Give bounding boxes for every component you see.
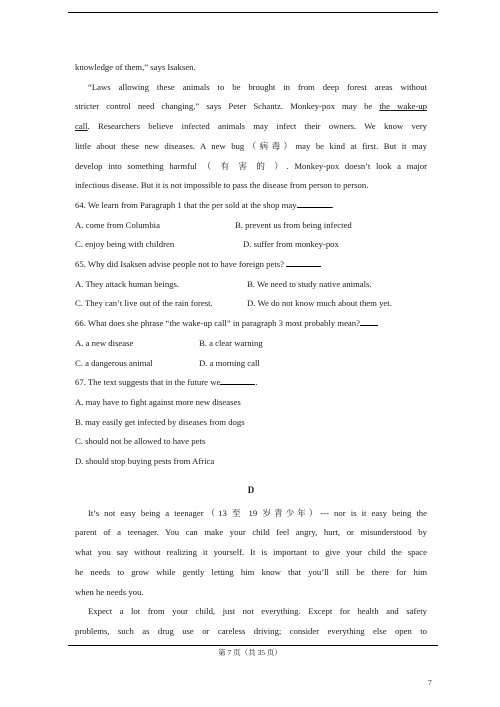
paragraph-line: little about these new diseases. A new bug（病毒）may be kind at first. But it may (75, 140, 427, 151)
option-c: C. a dangerous animal (75, 357, 153, 368)
answer-blank (360, 316, 378, 326)
footer-rule (68, 645, 438, 646)
question-text: 64. We learn from Paragraph 1 that the per sold at the shop may (75, 199, 297, 210)
paragraph-line: develop into something harmful （ 有 害 的 ）. Monkey-pox doesn’t look a major (75, 160, 427, 171)
paragraph-line: what you say without realizing it yourself. It is important to give your child the space (75, 547, 427, 558)
option-row (75, 294, 427, 314)
underlined-term: call (75, 121, 88, 132)
option-d: D. We do not know much about them yet. (247, 298, 392, 309)
option-a: A. come from Columbia (75, 219, 160, 230)
text-span: . Researchers believe infected animals may infect their owners. We know very (87, 121, 427, 132)
option-row (75, 275, 427, 295)
question-stem: 64. We learn from Paragraph 1 that the per sold at the shop may . (75, 199, 334, 210)
paragraph-line: he needs to grow while gently letting him know that you’ll still be there for him (75, 566, 427, 577)
question-stem (75, 255, 427, 275)
option-b: B. prevent us from being infected (235, 219, 352, 230)
paragraph-line: “Laws allowing these animals to be brought in from deep forest areas without (88, 81, 427, 92)
option-row (75, 354, 427, 374)
paragraph-line (75, 97, 427, 117)
option-b: B. a clear warning (199, 337, 263, 348)
page-number: 7 (428, 678, 432, 687)
paragraph-line: Expect a lot from your child, just not everything. Except for health and safety (88, 606, 427, 617)
paragraph-line: knowledge of them,” says Isaksen. (75, 62, 196, 72)
section-title: D (247, 484, 255, 495)
option-b: B. may easily get infected by diseases from dogs (75, 416, 245, 427)
question-stem (75, 314, 427, 334)
text-span: stricter control need changing,” says Peter Schantz. Monkey-pox may be (75, 101, 380, 112)
question-stem: 67. The text suggests that in the future we . (75, 377, 258, 388)
answer-blank (220, 375, 255, 385)
option-row (75, 216, 427, 236)
option-d: D. a morning call (199, 357, 260, 368)
header-rule (68, 12, 438, 13)
paragraph-line (75, 117, 427, 137)
question-text: 66. What does she phrase “the wake-up call” in paragraph 3 most probably mean? (75, 318, 360, 329)
underlined-term: the wake-up (379, 101, 427, 112)
option-b: B. We need to study native animals. (247, 278, 372, 289)
option-a: A. They attack human beings. (75, 278, 180, 289)
paragraph-line: problems, such as drug use or careless driving; consider everything else open to (75, 625, 427, 636)
option-d: D. suffer from monkey-pox (243, 239, 339, 250)
answer-blank (286, 257, 321, 267)
option-row (75, 235, 427, 255)
paragraph-line: parent of a teenager. You can make your child feel angry, hurt, or misunderstood by (75, 527, 427, 538)
option-c: C. enjoy being with children (75, 239, 175, 250)
option-a: A. a new disease (75, 337, 134, 348)
paragraph-line: when he needs you. (75, 586, 144, 597)
page-footer: 第 7 页（共 35 页） (218, 648, 282, 657)
paragraph-line: It’s not easy being a teenager（13 至 19 岁青少年）--- nor is it easy being the (88, 507, 427, 518)
option-d: D. should stop buying pests from Africa (75, 456, 215, 467)
document-page (75, 58, 427, 642)
paragraph-line: infectious disease. But it is not impossible to pass the disease from person to person. (75, 180, 369, 191)
option-a: A. may have to fight against more new diseases (75, 396, 241, 407)
option-row (75, 334, 427, 354)
option-c: C. They can’t live out of the rain forest. (75, 298, 213, 309)
answer-blank (297, 198, 332, 208)
question-text: 65. Why did Isaksen advise people not to have foreign pets? (75, 259, 285, 270)
question-text: 67. The text suggests that in the future we (75, 377, 221, 388)
option-c: C. should not be allowed to have pets (75, 436, 206, 447)
